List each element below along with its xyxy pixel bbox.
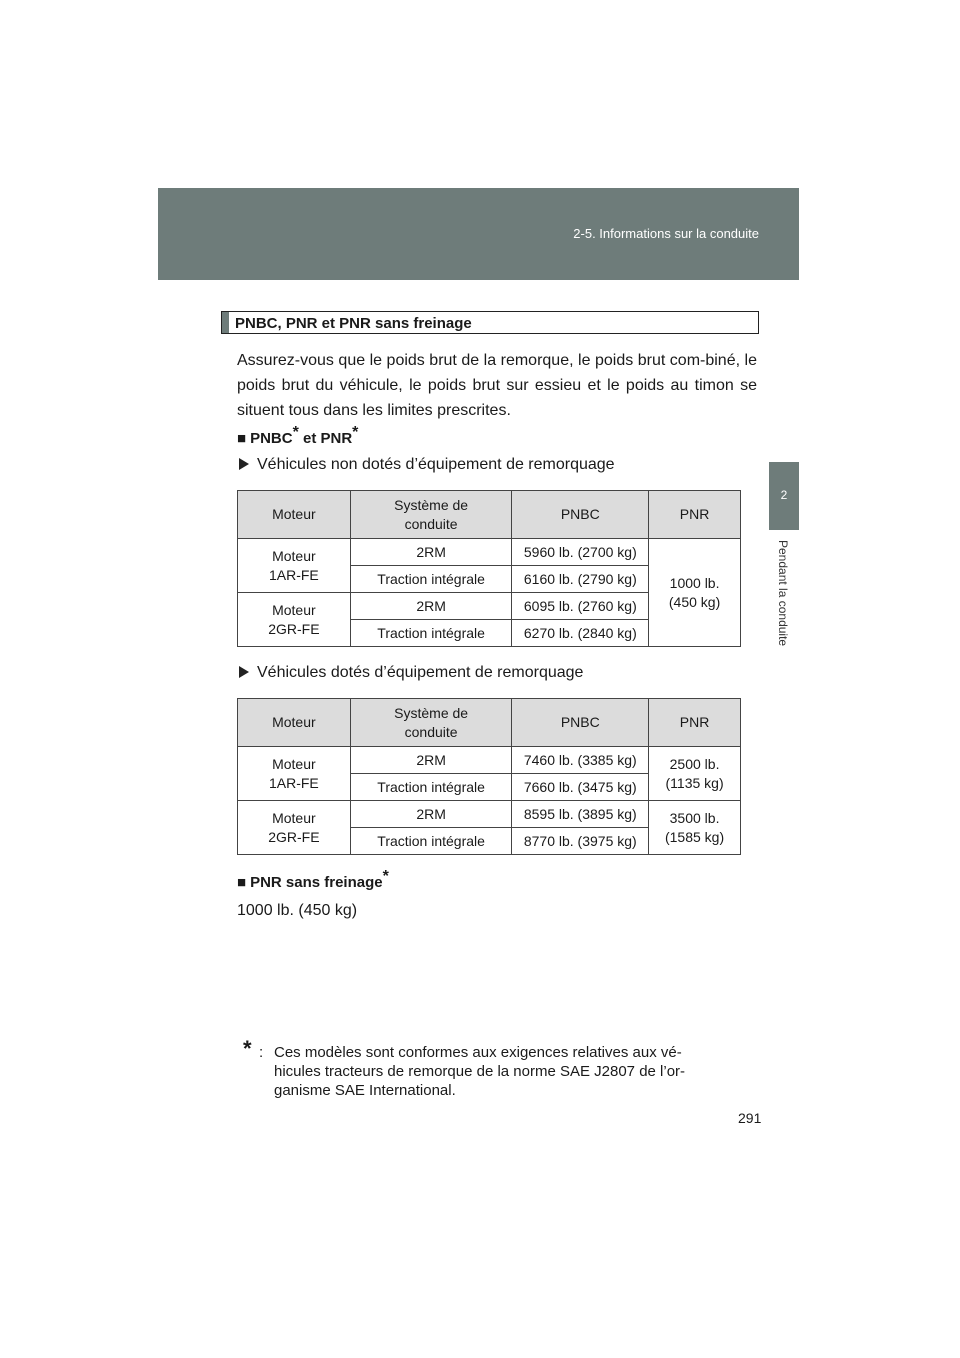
square-bullet-icon: ■ bbox=[237, 430, 247, 447]
section-title-bar bbox=[222, 312, 229, 333]
table-header-row bbox=[238, 699, 741, 747]
table-row bbox=[238, 801, 741, 828]
chapter-side-label-text: Pendant la conduite bbox=[776, 540, 790, 647]
drive-cell: 2RM bbox=[350, 747, 512, 774]
table-without-towing bbox=[237, 490, 741, 647]
pnbc-cell: 7460 lb. (3385 kg) bbox=[512, 747, 649, 774]
arrow-right-icon bbox=[239, 458, 249, 470]
table-row bbox=[238, 747, 741, 774]
pnbc-cell: 5960 lb. (2700 kg) bbox=[512, 539, 649, 566]
section-title: PNBC, PNR et PNR sans freinage bbox=[235, 315, 472, 332]
arrow-right-icon bbox=[239, 666, 249, 678]
footnote-star-icon: * bbox=[243, 1036, 252, 1061]
header-band bbox=[158, 188, 799, 280]
unbraked-value: 1000 lb. (450 kg) bbox=[237, 902, 358, 919]
section-title-box bbox=[221, 311, 759, 334]
subsection-unbraked bbox=[237, 868, 389, 891]
header-systeme: Système de conduite bbox=[350, 699, 512, 747]
header-pnr: PNR bbox=[649, 491, 741, 539]
chapter-tab bbox=[769, 462, 799, 530]
chapter-heading: 2-5. Informations sur la conduite bbox=[573, 226, 759, 241]
pnbc-cell: 6160 lb. (2790 kg) bbox=[512, 566, 649, 593]
case-with-towing-text: Véhicules dotés d’équipement de remorquage bbox=[257, 664, 584, 681]
pnr-cell: 2500 lb. (1135 kg) bbox=[649, 747, 741, 801]
pnr-cell: 1000 lb. (450 kg) bbox=[649, 539, 741, 647]
subsection-pnbc-pnr bbox=[237, 424, 359, 447]
drive-cell: Traction intégrale bbox=[350, 774, 512, 801]
pnr-cell: 3500 lb. (1585 kg) bbox=[649, 801, 741, 855]
drive-cell: Traction intégrale bbox=[350, 620, 512, 647]
table-header-row bbox=[238, 491, 741, 539]
pnbc-cell: 8595 lb. (3895 kg) bbox=[512, 801, 649, 828]
drive-cell: 2RM bbox=[350, 801, 512, 828]
table-row bbox=[238, 539, 741, 566]
subsection-pnr-label: et PNR bbox=[298, 430, 353, 447]
case-without-towing-text: Véhicules non dotés d’équipement de remorquage bbox=[257, 456, 615, 473]
header-moteur: Moteur bbox=[238, 491, 351, 539]
pnbc-cell: 8770 lb. (3975 kg) bbox=[512, 828, 649, 855]
drive-cell: Traction intégrale bbox=[350, 566, 512, 593]
square-bullet-icon: ■ bbox=[237, 874, 247, 891]
engine-cell: Moteur 1AR-FE bbox=[238, 747, 351, 801]
footnote-star-icon: * bbox=[292, 424, 299, 441]
pnbc-cell: 6095 lb. (2760 kg) bbox=[512, 593, 649, 620]
header-moteur: Moteur bbox=[238, 699, 351, 747]
pnbc-cell: 6270 lb. (2840 kg) bbox=[512, 620, 649, 647]
footnote-star-icon: * bbox=[382, 868, 389, 885]
header-pnbc: PNBC bbox=[512, 491, 649, 539]
subsection-pnbc-label: PNBC bbox=[250, 430, 293, 447]
engine-cell: Moteur 2GR-FE bbox=[238, 801, 351, 855]
table-with-towing bbox=[237, 698, 741, 855]
pnbc-cell: 7660 lb. (3475 kg) bbox=[512, 774, 649, 801]
chapter-side-label bbox=[772, 540, 796, 670]
case-without-towing bbox=[237, 456, 615, 474]
page-number: 291 bbox=[738, 1110, 762, 1126]
header-pnr: PNR bbox=[649, 699, 741, 747]
intro-paragraph: Assurez-vous que le poids brut de la remorque, le poids brut com-biné, le poids brut du véhicule, le poids brut sur essieu et le poids au timon se situent tous dans les limites prescrites. bbox=[237, 352, 757, 419]
engine-cell: Moteur 2GR-FE bbox=[238, 593, 351, 647]
subsection-unbraked-label: PNR sans freinage bbox=[250, 874, 383, 891]
footnote-colon: : bbox=[259, 1044, 264, 1061]
footnote-star-icon: * bbox=[352, 424, 359, 441]
case-with-towing bbox=[237, 664, 583, 682]
drive-cell: Traction intégrale bbox=[350, 828, 512, 855]
header-pnbc: PNBC bbox=[512, 699, 649, 747]
drive-cell: 2RM bbox=[350, 593, 512, 620]
engine-cell: Moteur 1AR-FE bbox=[238, 539, 351, 593]
chapter-number: 2 bbox=[780, 488, 788, 502]
drive-cell: 2RM bbox=[350, 539, 512, 566]
footnote-text: Ces modèles sont conformes aux exigences relatives aux vé-hicules tracteurs de remorque de la norme SAE J2807 de l’or-ganisme SAE International. bbox=[274, 1044, 686, 1099]
header-systeme: Système de conduite bbox=[350, 491, 512, 539]
